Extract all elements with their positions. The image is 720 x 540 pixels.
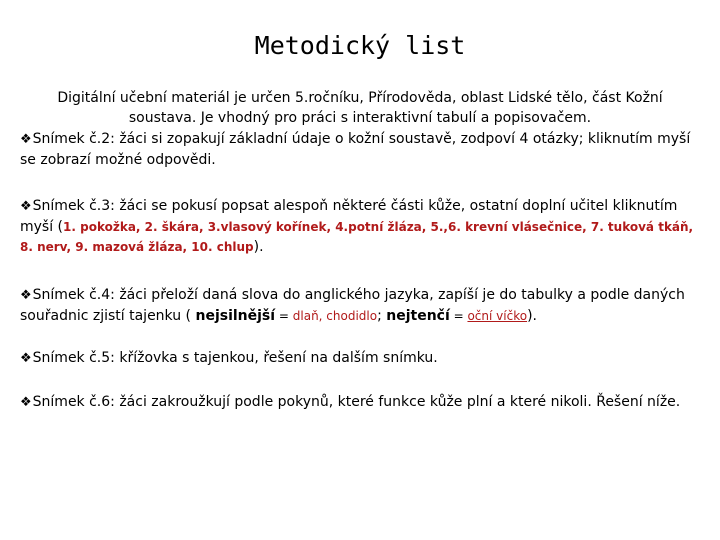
term-strongest: nejsilnější <box>195 308 276 324</box>
item-text: Snímek č.2: žáci si zopakují základní údaje o kožní soustavě, zodpoví 4 otázky; kliknutím myší se zobrazí možné odpovědi. <box>20 131 691 168</box>
item-text: Snímek č.6: žáci zakroužkují podle pokynů, které funkce kůže plní a které nikoli. Řešení níže. <box>32 394 681 410</box>
list-item-slide-5 <box>20 348 704 369</box>
separator: ; <box>377 308 387 324</box>
item-text: Snímek č.5: křížovka s tajenkou, řešení na dalším snímku. <box>32 350 438 366</box>
diamond-bullet-icon: ❖ <box>20 351 32 366</box>
diamond-bullet-icon: ❖ <box>20 132 32 147</box>
list-item-slide-4 <box>20 285 704 326</box>
intro-paragraph: Digitální učební materiál je určen 5.ročníku, Přírodověda, oblast Lidské tělo, část Kožní soustava. Je vhodný pro práci s interaktivní tabulí a popisovačem. <box>57 90 663 126</box>
answer-thinnest: oční víčko <box>467 309 528 323</box>
term-thinnest: nejtenčí <box>386 308 450 324</box>
answer-strongest: dlaň, chodidlo <box>292 309 378 323</box>
list-item-slide-2 <box>20 129 704 170</box>
item-end: ). <box>527 308 537 324</box>
item-text: Snímek č.3: žáci se pokusí popsat alespoň některé části kůže, ostatní doplní učitel kliknutím myší ( <box>20 198 678 235</box>
page-title: Metodický list <box>254 31 466 60</box>
list-item-slide-3 <box>20 196 704 257</box>
item-end: ). <box>253 239 264 255</box>
diamond-bullet-icon: ❖ <box>20 395 32 410</box>
diamond-bullet-icon: ❖ <box>20 288 32 303</box>
answers-list: 1. pokožka, 2. škára, 3.vlasový kořínek, 4.potní žláza, 5.,6. krevní vlásečnice, 7. tuková tkáň, 8. nerv, 9. mazová žláza, 10. chlup <box>20 220 694 254</box>
diamond-bullet-icon: ❖ <box>20 199 32 214</box>
item-text: Snímek č.4: žáci přeloží daná slova do anglického jazyka, zapíší je do tabulky a podle daných souřadnic zjistí tajenku ( <box>20 287 685 324</box>
equals-sign: = <box>449 309 468 323</box>
list-item-slide-6 <box>20 392 704 413</box>
equals-sign: = <box>275 309 293 323</box>
